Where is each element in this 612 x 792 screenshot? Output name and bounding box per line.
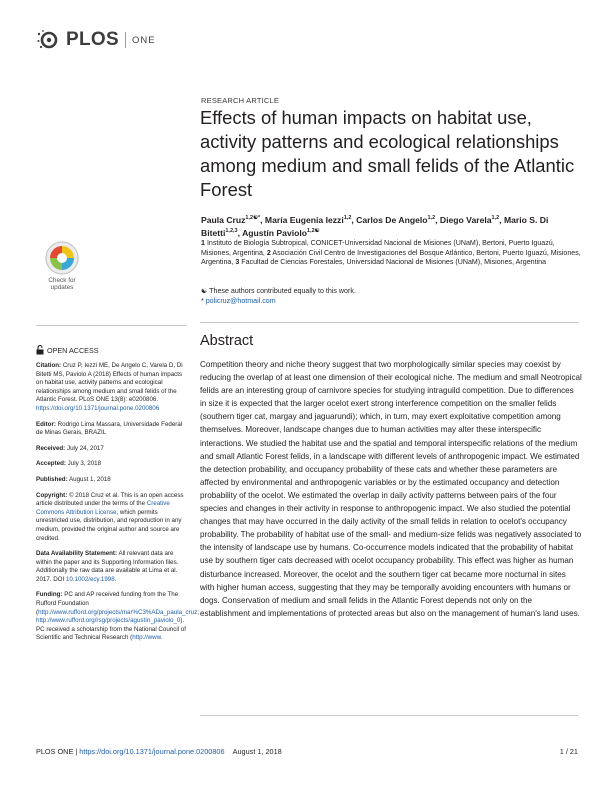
abstract-heading: Abstract xyxy=(200,333,254,349)
journal-subname: ONE xyxy=(131,34,156,46)
affiliation-number: 3 xyxy=(235,258,240,267)
page-footer: PLOS ONE | https://doi.org/10.1371/journal.pone.0200806 August 1, 2018 xyxy=(36,747,282,756)
plos-logo-icon xyxy=(36,29,62,51)
accepted-date: Accepted: July 3, 2018 xyxy=(36,460,102,468)
logo-divider xyxy=(125,32,126,48)
footer-journal: PLOS ONE xyxy=(36,747,74,756)
author[interactable]: Diego Varela$^{1,2}$ xyxy=(439,214,500,225)
article-title: Effects of human impacts on habitat use, activity patterns and ecological relationships among medium and small felids of the Atlantic Forest xyxy=(200,107,575,200)
author[interactable]: María Eugenia Iezzi$^{1,2}$ xyxy=(264,214,352,225)
article-type: RESEARCH ARTICLE xyxy=(201,96,280,105)
data-availability: Data Availability Statement: All relevant data are within the paper and its Supporting Information files. Additionally the raw data are available at Lima et al. 2017. DOI 10.1002/ecy.1998. xyxy=(36,550,179,583)
divider xyxy=(200,322,578,323)
page-number: 1 / 21 xyxy=(559,747,578,756)
editor: Editor: Rodrigo Lima Massara, Universidade Federal de Minas Gerais, BRAZIL xyxy=(36,420,183,437)
affiliations xyxy=(201,239,581,268)
equal-contribution-note: ☯ These authors contributed equally to this work. xyxy=(201,287,356,295)
copyright: Copyright: © 2018 Cruz et al. This is an open access article distributed under the terms of the Creative Commons Attribution License, which permits unrestricted use, distribution, and reproduction in any medium, provided the original author and source are credited. xyxy=(36,491,184,542)
journal-logo xyxy=(36,28,156,52)
asterisk-icon: * xyxy=(201,296,206,305)
journal-name: PLOS xyxy=(66,29,119,50)
data-doi-link[interactable]: 10.1002/ecy.1998 xyxy=(65,575,115,583)
author[interactable]: Agustín Paviolo$^{1,2☯}$ xyxy=(242,228,320,239)
email-link[interactable]: policruz@hotmail.com xyxy=(205,296,276,305)
author-notes xyxy=(201,287,581,306)
article-metadata xyxy=(36,362,199,650)
author[interactable]: Mario S. Di Bitetti$^{1,2,3}$ xyxy=(201,214,549,239)
funding-link[interactable]: http://www.rufford.org/rsg/projects/agustín_paviolo_0 xyxy=(36,617,181,625)
corresponding-author xyxy=(201,297,581,307)
citation: Citation: Cruz P, Iezzi ME, De Angelo C, Varela D, Di Bitetti MS, Paviolo A (2018) Effects of human impacts on habitat use, activity patterns and ecological relationships among medium and small felids of the Atlantic Forest. PLoS ONE 13(8): e0200806. https://doi.org/10.1371/journal.pone.0200806 xyxy=(36,362,183,412)
divider xyxy=(200,715,578,716)
crossmark-icon xyxy=(36,240,88,276)
published-date: Published: August 1, 2018 xyxy=(36,475,111,483)
author[interactable]: Paula Cruz$^{1,2☯*}$ xyxy=(201,214,261,225)
license-link[interactable]: Creative Commons Attribution License xyxy=(36,500,170,516)
funding: Funding: PC and AP received funding from the The Rufford Foundation (http://www.rufford.org/projects/mar%C3%ADa_paula_cruz; http://www.rufford.org/rsg/projects/agustín_paviolo_0). PC received a scholarship from the National Council of Scientific and Technical Research (http://www. xyxy=(36,591,199,642)
received-date: Received: July 24, 2017 xyxy=(36,444,104,452)
open-lock-icon xyxy=(36,345,44,355)
affiliation-number: 2 xyxy=(266,248,271,257)
funding-link[interactable]: http://www. xyxy=(132,634,163,642)
affiliation-text: Asociación Civil Centro de Investigaciones del Bosque Atlántico, Bertoni, Puerto Iguazú, Misiones, Argentina, xyxy=(201,248,581,267)
author-list: Paula Cruz$^{1,2☯*}$, María Eugenia Iezzi$^{1,2}$, Carlos De Angelo$^{1,2}$, Diego Varela$^{1,2}$, Mario S. Di Bitetti$^{1,2,3}$, Agustín Paviolo$^{1,2☯}$ xyxy=(201,214,549,239)
footer-doi-link[interactable]: https://doi.org/10.1371/journal.pone.0200806 xyxy=(79,747,225,756)
funding-link[interactable]: http://www.rufford.org/projects/mar%C3%ADa_paula_cruz xyxy=(38,608,198,616)
open-access-badge: OPEN ACCESS xyxy=(36,345,99,355)
check-for-updates-label: Check for updates xyxy=(48,277,76,292)
author[interactable]: Carlos De Angelo$^{1,2}$ xyxy=(356,214,436,225)
divider xyxy=(36,325,186,326)
footer-date: August 1, 2018 xyxy=(232,747,282,756)
doi-link[interactable]: https://doi.org/10.1371/journal.pone.0200806 xyxy=(36,404,160,412)
affiliation-number: 1 xyxy=(201,239,205,247)
abstract-body: Competition theory and niche theory suggest that two morphologically similar species may coexist by reducing the overlap of at least one dimension of their ecological niche. The medium and small Neotropical felids are an interesting group of carnivore species for studying intraguild competition. Due to differences in size it is expected that the larger ocelot exert strong interference competition on the smaller felids (southern tiger cat, margay and jaguarundi); which, in turn, may exert exploitative competition among themselves. Moreover, landscape changes due to human activities may alter these interspecific interactions. We studied the habitat use and the spatial and temporal interspecific relations of the medium and small Atlantic Forest felids, in a landscape with different levels of anthropogenic impact. We estimated the detection probability, and occupancy probability of these cats and whether these parameters are affected by environmental and anthropogenic variables or by the estimated occupancy and detection probability of the ocelot. We estimated the overlap in daily activity patterns between pairs of the four species and changes in their activity in response to anthropogenic impact. We also studied the potential changes that may have occurred in the daily activity of the small felids in relation to ocelot's occupancy probability. The probability of habitat use of the small- and medium-size felids was negatively associated to the intensity of landscape use by humans. Co-occurrence models indicated that the probability of habitat use by southern tiger cats decreased with ocelot occupancy probability. This effect was higher as human disturbance increased. Moreover, the ocelot and the southern tiger cat became more nocturnal in sites with higher human access, suggesting that they may be temporally avoiding encounters with humans or dogs. Conservation of medium and small felids in the Atlantic Forest depends not only on the establishment and implementations of protected areas but also on the management of human's land uses. xyxy=(200,360,582,618)
affiliation-text: Instituto de Biología Subtropical, CONICET-Universidad Nacional de Misiones (UNaM), Bertoni, Puerto Iguazú, Misiones, Argentina, xyxy=(201,239,555,257)
affiliation-text: Facultad de Ciencias Forestales, Universidad Nacional de Misiones (UNaM), Misiones, Argentina xyxy=(241,258,547,267)
